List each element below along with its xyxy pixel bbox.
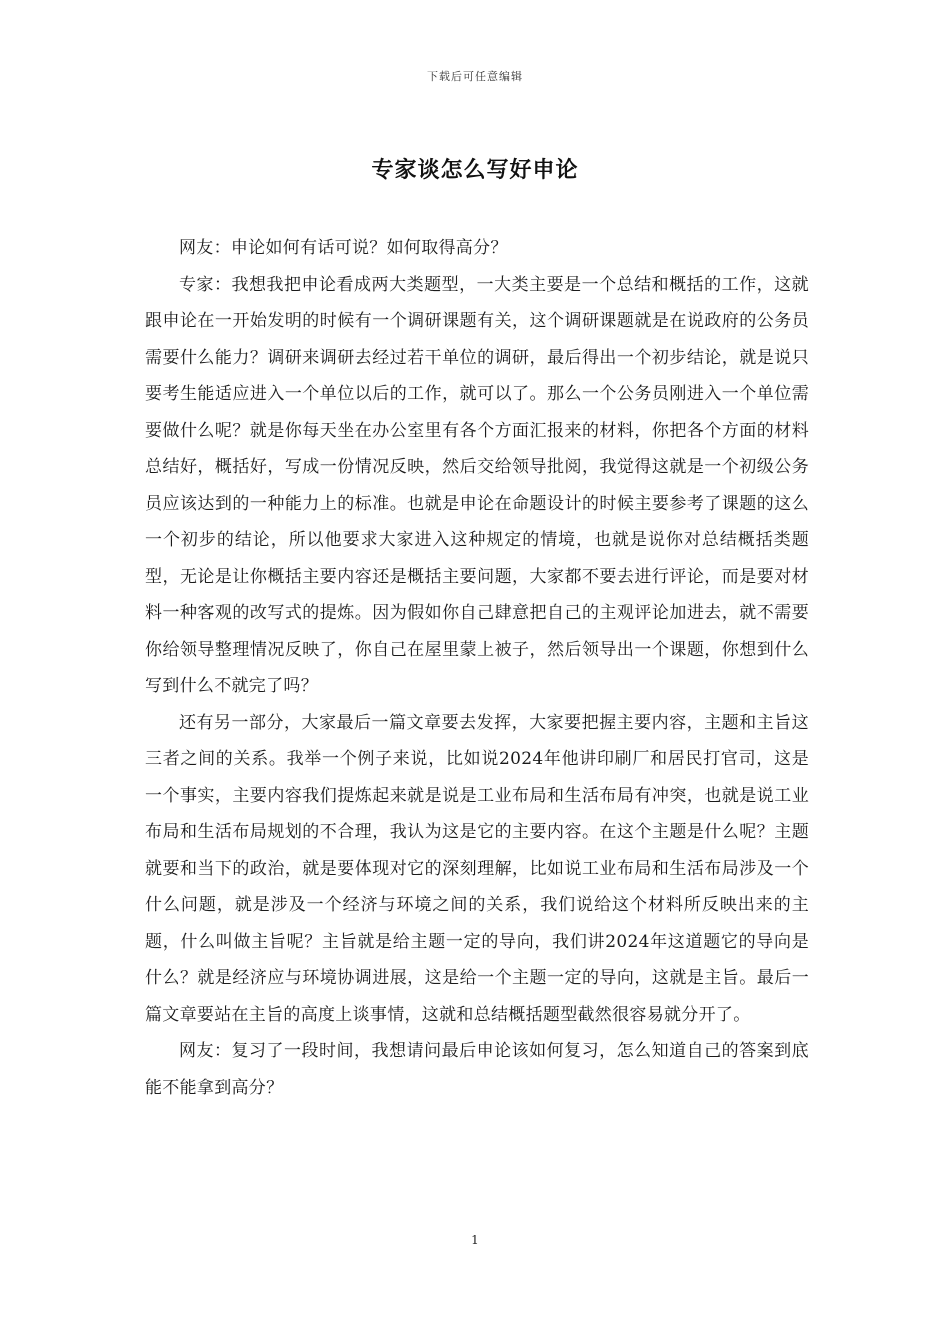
header-note: 下载后可任意编辑: [427, 70, 523, 83]
paragraph-question-2: 网友：复习了一段时间，我想请问最后申论该如何复习，怎么知道自己的答案到底能不能拿到高分？: [145, 1041, 809, 1098]
paragraph-question-1: 网友：申论如何有话可说？如何取得高分？: [179, 238, 508, 258]
document-body: [145, 230, 809, 1106]
document-title: 专家谈怎么写好申论: [371, 157, 579, 183]
page-number: 1: [471, 1233, 479, 1247]
paragraph-answer-1: 专家：我想我把申论看成两大类题型，一大类主要是一个总结和概括的工作，这就跟申论在一开始发明的时候有一个调研课题有关，这个调研课题就是在说政府的公务员需要什么能力？调研来调研去经过若干单位的调研，最后得出一个初步结论，就是说只要考生能适应进入一个单位以后的工作，就可以了。那么一个公务员刚进入一个单位需要做什么呢？就是你每天坐在办公室里有各个方面汇报来的材料，你把各个方面的材料总结好，概括好，写成一份情况反映，然后交给领导批阅，我觉得这就是一个初级公务员应该达到的一种能力上的标准。也就是申论在命题设计的时候主要参考了课题的这么一个初步的结论，所以他要求大家进入这种规定的情境，也就是说你对总结概括类题型，无论是让你概括主要内容还是概括主要问题，大家都不要去进行评论，而是要对材料一种客观的改写式的提炼。因为假如你自己肆意把自己的主观评论加进去，就不需要你给领导整理情况反映了，你自己在屋里蒙上被子，然后领导出一个课题，你想到什么写到什么不就完了吗？: [145, 274, 809, 696]
paragraph-answer-2: 还有另一部分，大家最后一篇文章要去发挥，大家要把握主要内容，主题和主旨这三者之间的关系。我举一个例子来说，比如说2024年他讲印刷厂和居民打官司，这是一个事实，主要内容我们提炼起来就是说是工业布局和生活布局有冲突，也就是说工业布局和生活布局规划的不合理，我认为这是它的主要内容。在这个主题是什么呢？主题就要和当下的政治，就是要体现对它的深刻理解，比如说工业布局和生活布局涉及一个什么问题，就是涉及一个经济与环境之间的关系，我们说给这个材料所反映出来的主题，什么叫做主旨呢？主旨就是给主题一定的导向，我们讲2024年这道题它的导向是什么？就是经济应与环境协调进展，这是给一个主题一定的导向，这就是主旨。最后一篇文章要站在主旨的高度上谈事情，这就和总结概括题型截然很容易就分开了。: [145, 712, 809, 1025]
